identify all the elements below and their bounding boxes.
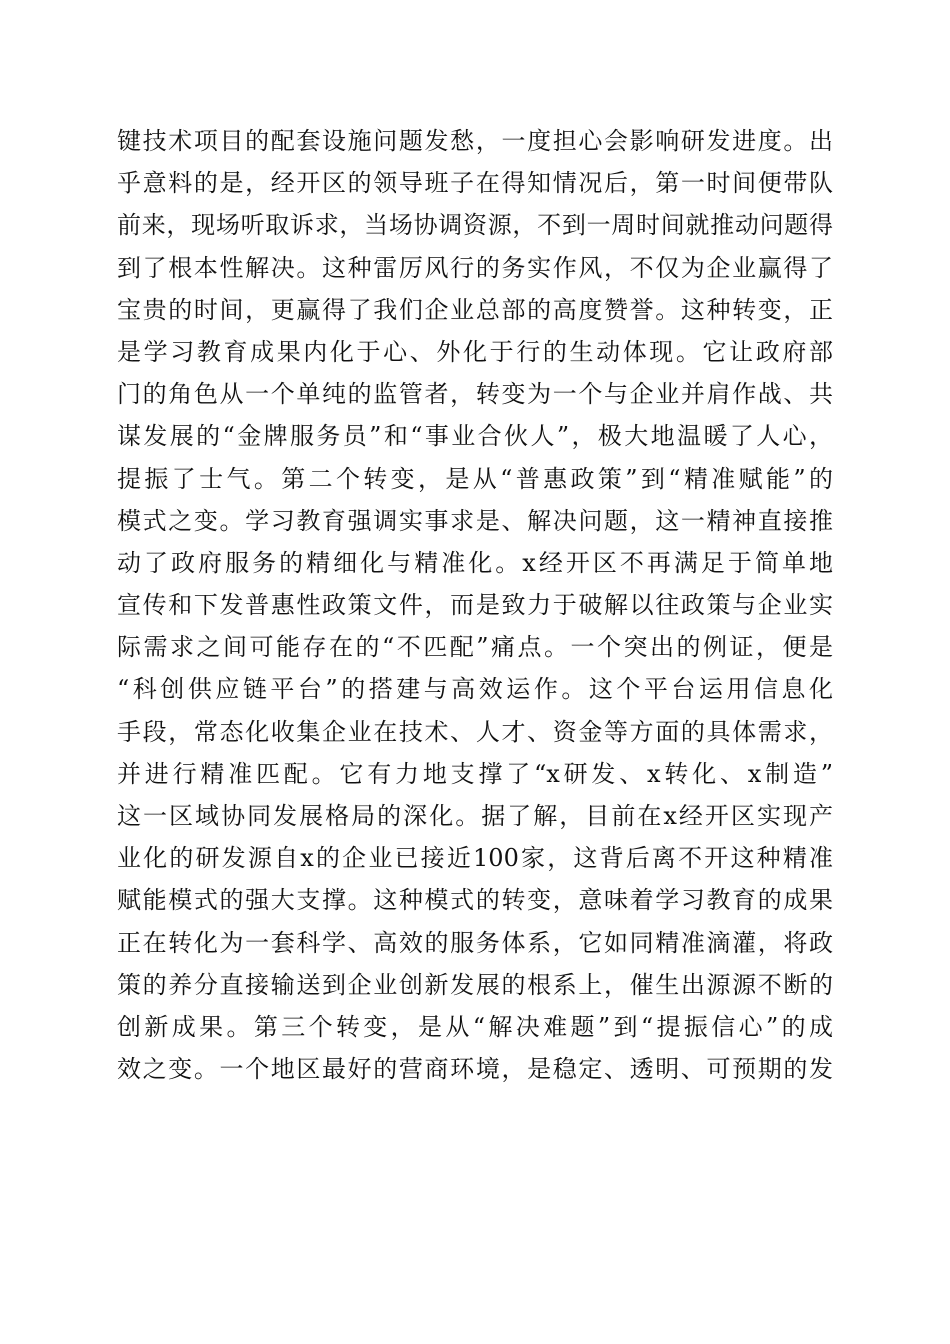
- text-line: 到了根本性解决。这种雷厉风行的务实作风，不仅为企业赢得了: [117, 253, 833, 282]
- text-line: 赋能模式的强大支撑。这种模式的转变，意味着学习教育的成果: [117, 886, 833, 915]
- text-line: 业化的研发源自x的企业已接近100家，这背后离不开这种精准: [117, 844, 833, 873]
- text-line: 策的养分直接输送到企业创新发展的根系上，催生出源源不断的: [117, 970, 833, 999]
- text-line: 动了政府服务的精细化与精准化。x经开区不再满足于简单地: [117, 548, 833, 577]
- text-line: 乎意料的是，经开区的领导班子在得知情况后，第一时间便带队: [117, 169, 833, 198]
- text-line: 提振了士气。第二个转变，是从“普惠政策”到“精准赋能”的: [117, 464, 833, 493]
- text-line: 宝贵的时间，更赢得了我们企业总部的高度赞誉。这种转变，正: [117, 295, 833, 324]
- body-text: [117, 120, 833, 1090]
- text-line: 手段，常态化收集企业在技术、人才、资金等方面的具体需求，: [117, 717, 833, 746]
- text-line: 际需求之间可能存在的“不匹配”痛点。一个突出的例证，便是: [117, 633, 833, 662]
- text-line: 创新成果。第三个转变，是从“解决难题”到“提振信心”的成: [117, 1012, 833, 1041]
- text-line: “科创供应链平台”的搭建与高效运作。这个平台运用信息化: [117, 675, 833, 704]
- text-line: 前来，现场听取诉求，当场协调资源，不到一周时间就推动问题得: [117, 211, 833, 240]
- text-line: 门的角色从一个单纯的监管者，转变为一个与企业并肩作战、共: [117, 380, 833, 409]
- text-line: 效之变。一个地区最好的营商环境，是稳定、透明、可预期的发: [117, 1055, 833, 1084]
- text-line: 宣传和下发普惠性政策文件，而是致力于破解以往政策与企业实: [117, 591, 833, 620]
- text-line: 谋发展的“金牌服务员”和“事业合伙人”，极大地温暖了人心，: [117, 422, 833, 451]
- text-line: 是学习教育成果内化于心、外化于行的生动体现。它让政府部: [117, 337, 833, 366]
- text-line: 模式之变。学习教育强调实事求是、解决问题，这一精神直接推: [117, 506, 833, 535]
- text-line: 并进行精准匹配。它有力地支撑了“x研发、x转化、x制造”: [117, 759, 833, 788]
- text-line: 键技术项目的配套设施问题发愁，一度担心会影响研发进度。出: [117, 127, 833, 155]
- text-line: 正在转化为一套科学、高效的服务体系，它如同精准滴灌，将政: [117, 928, 833, 957]
- text-line: 这一区域协同发展格局的深化。据了解，目前在x经开区实现产: [117, 802, 833, 830]
